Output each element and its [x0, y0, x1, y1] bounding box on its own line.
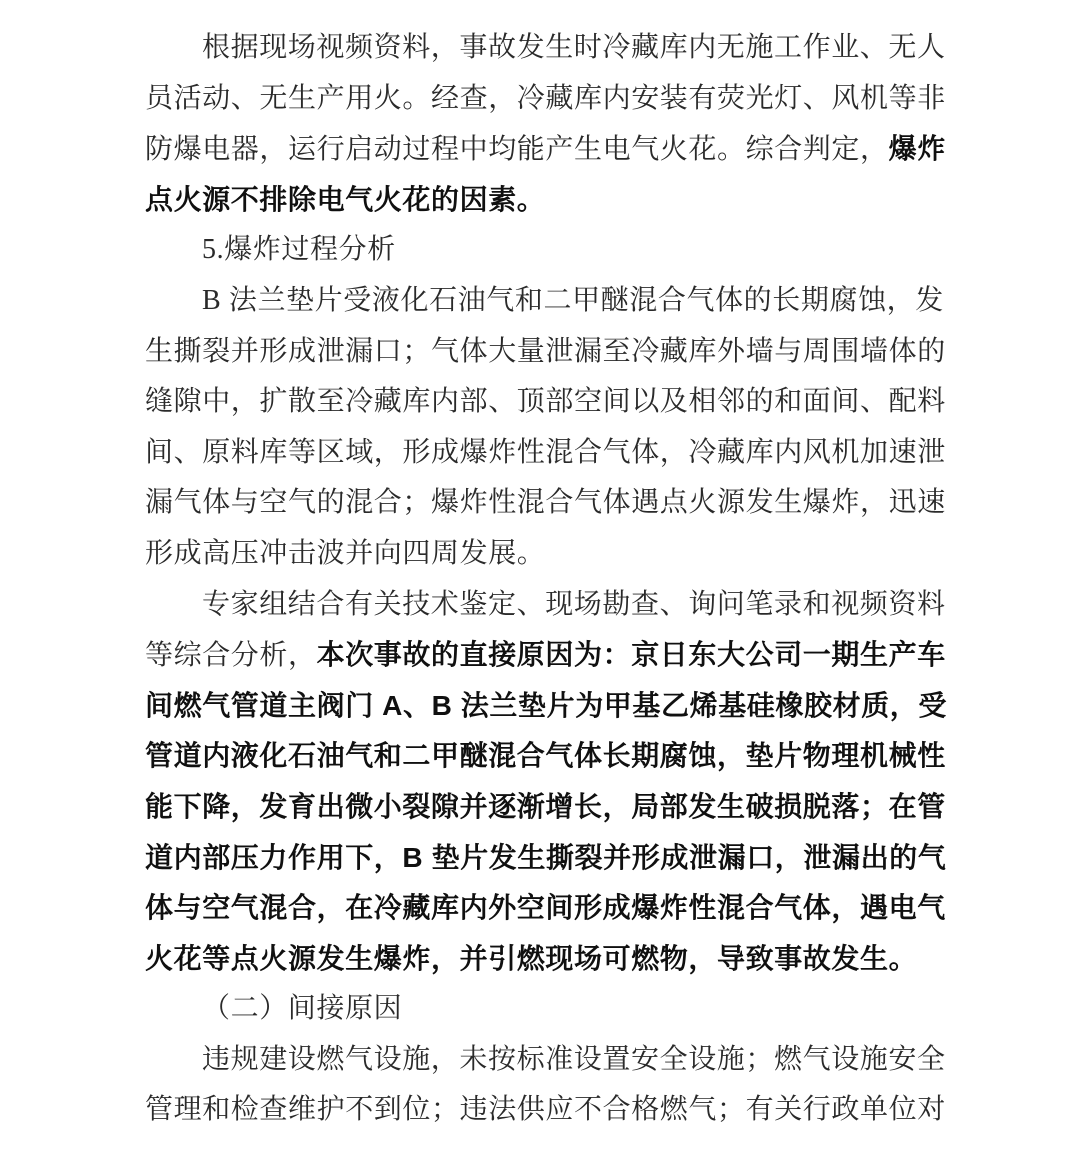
text-line	[145, 731, 960, 782]
text-line	[145, 23, 960, 74]
text-line	[145, 883, 960, 934]
bold-text-segment: 道内部压力作用下，B 垫片发生撕裂并形成泄漏口，泄漏出的气	[145, 841, 947, 873]
text-line	[145, 74, 960, 125]
text-line	[145, 124, 960, 175]
text-line	[145, 934, 960, 985]
text-line	[145, 377, 960, 428]
text-segment: 专家组结合有关技术鉴定、现场勘查、询问笔录和视频资料	[202, 588, 946, 620]
text-line	[145, 428, 960, 479]
text-segment: （二）间接原因	[202, 993, 403, 1025]
text-line	[145, 175, 960, 226]
text-segment: B 法兰垫片受液化石油气和二甲醚混合气体的长期腐蚀，发	[202, 284, 944, 316]
text-line	[145, 1035, 960, 1086]
text-segment: 员活动、无生产用火。经查，冷藏库内安装有荧光灯、风机等非	[145, 82, 946, 114]
text-segment: 生撕裂并形成泄漏口；气体大量泄漏至冷藏库外墙与周围墙体的	[145, 335, 946, 367]
text-segment: 根据现场视频资料，事故发生时冷藏库内无施工作业、无人	[202, 32, 946, 63]
bold-text-segment: 火花等点火源发生爆炸，并引燃现场可燃物，导致事故发生。	[145, 942, 918, 974]
text-line	[145, 782, 960, 833]
bold-text-segment: 间燃气管道主阀门 A、B 法兰垫片为甲基乙烯基硅橡胶材质，受	[145, 689, 948, 721]
bold-text-segment: 体与空气混合，在冷藏库内外空间形成爆炸性混合气体，遇电气	[145, 892, 946, 924]
text-segment: 缝隙中，扩散至冷藏库内部、顶部空间以及相邻的和面间、配料	[145, 386, 946, 418]
text-line	[145, 327, 960, 378]
text-line	[145, 225, 960, 276]
text-segment: 漏气体与空气的混合；爆炸性混合气体遇点火源发生爆炸，迅速	[145, 487, 946, 519]
bold-text-segment: 管道内液化石油气和二甲醚混合气体长期腐蚀，垫片物理机械性	[145, 740, 946, 772]
bold-text-segment: 本次事故的直接原因为：京日东大公司一期生产车	[316, 639, 946, 671]
text-segment: 管理和检查维护不到位；违法供应不合格燃气；有关行政单位对	[145, 1094, 946, 1126]
text-line	[145, 529, 960, 580]
text-line	[145, 478, 960, 529]
text-segment: 形成高压冲击波并向四周发展。	[145, 537, 546, 569]
text-line	[145, 1085, 960, 1136]
text-line	[145, 833, 960, 884]
text-segment: 间、原料库等区域，形成爆炸性混合气体，冷藏库内风机加速泄	[145, 436, 946, 468]
bold-text-segment: 爆炸	[888, 133, 946, 165]
text-segment: 违规建设燃气设施，未按标准设置安全设施；燃气设施安全	[202, 1043, 946, 1075]
bold-text-segment: 点火源不排除电气火花的因素。	[145, 183, 546, 215]
text-line	[145, 681, 960, 732]
text-line	[145, 276, 960, 327]
document-body	[145, 23, 960, 1136]
text-segment: 等综合分析，	[145, 640, 317, 672]
text-line	[145, 984, 960, 1035]
text-segment: 防爆电器，运行启动过程中均能产生电气火花。综合判定，	[145, 134, 889, 166]
text-segment: 5.爆炸过程分析	[202, 234, 396, 266]
text-line	[145, 580, 960, 631]
text-line	[145, 630, 960, 681]
bold-text-segment: 能下降，发育出微小裂隙并逐渐增长，局部发生破损脱落；在管	[145, 790, 946, 822]
